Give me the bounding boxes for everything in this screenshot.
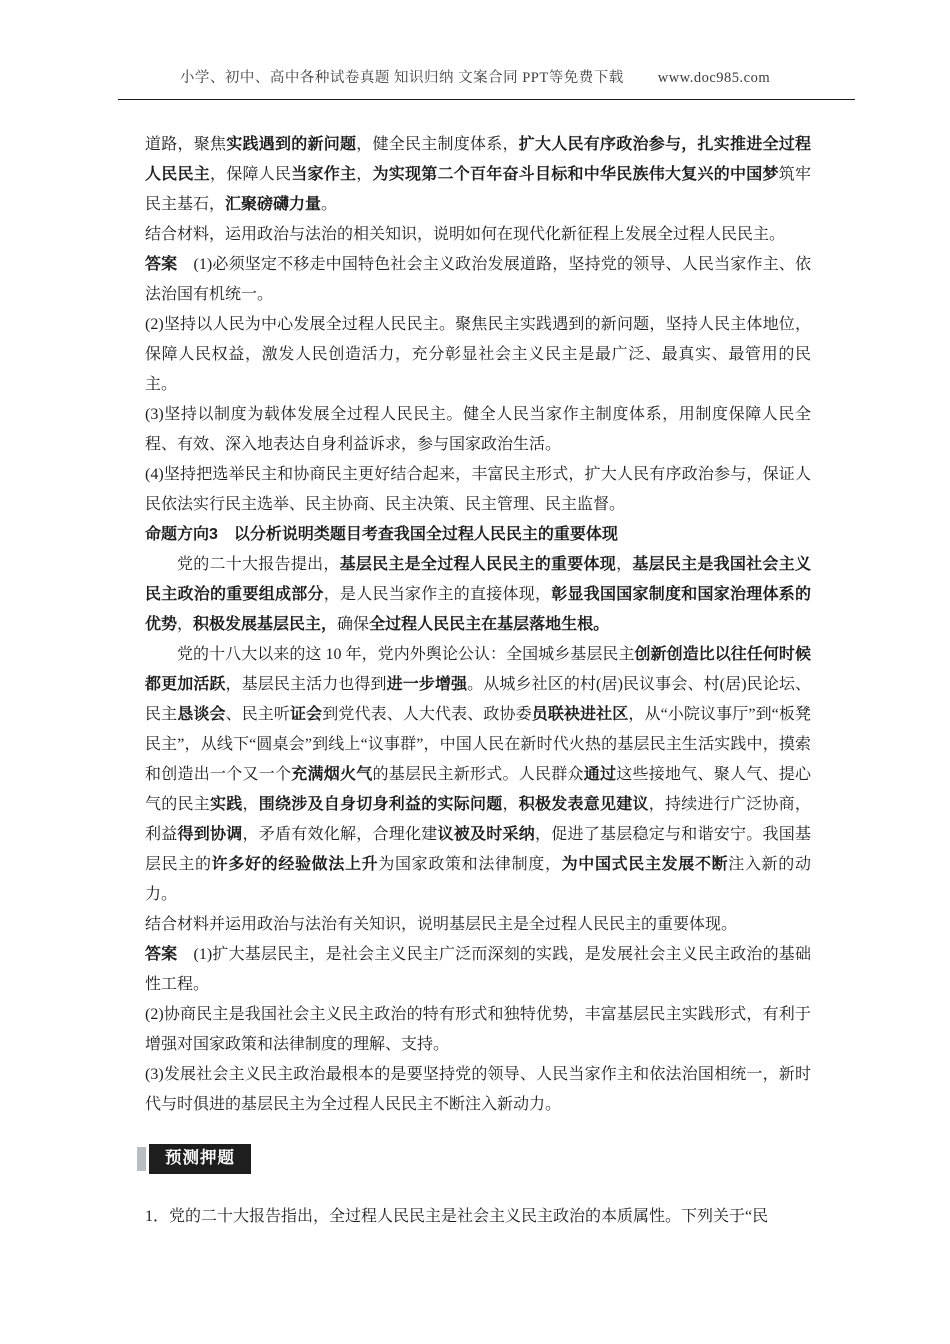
paragraph-question-1: 1．党的二十大报告指出，全过程人民民主是社会主义民主政治的本质属性。下列关于“民 bbox=[145, 1207, 769, 1225]
paragraph-task-1: 结合材料，运用政治与法治的相关知识，说明如何在现代化新征程上发展全过程人民民主。 bbox=[145, 226, 786, 243]
section-banner-title: 预测押题 bbox=[149, 1144, 251, 1174]
paragraph-material-1: 党的二十大报告提出，基层民主是全过程人民民主的重要体现，基层民主是我国社会主义民主政治的重要组成部分，是人民当家作主的直接体现，彰显我国国家制度和国家治理体系的优势，积极发展基层民主，确保全过程人民民主在基层落地生根。 bbox=[145, 556, 811, 633]
page-header bbox=[0, 66, 950, 87]
paragraph-answer1-point4: (4)坚持把选举民主和协商民主更好结合起来，丰富民主形式，扩大人民有序政治参与，保证人民依法实行民主选举、民主协商、民主决策、民主管理、民主监督。 bbox=[145, 466, 811, 513]
paragraph-answer1-point3: (3)坚持以制度为载体发展全过程人民民主。健全人民当家作主制度体系，用制度保障人民全程、有效、深入地表达自身利益诉求，参与国家政治生活。 bbox=[145, 406, 811, 453]
section-banner bbox=[137, 1144, 811, 1174]
header-divider bbox=[118, 99, 855, 100]
paragraph-answer1-point2: (2)坚持以人民为中心发展全过程人民民主。聚焦民主实践遇到的新问题，坚持人民主体地位，保障人民权益，激发人民创造活力，充分彰显社会主义民主是最广泛、最真实、最管用的民主。 bbox=[145, 316, 811, 393]
banner-accent-square-icon bbox=[137, 1147, 146, 1171]
paragraph-material-2: 党的十八大以来的这 10 年，党内外舆论公认：全国城乡基层民主创新创造比以往任何时候都更加活跃，基层民主活力也得到进一步增强。从城乡社区的村(居)民议事会、村(居)民论坛、民主恳谈会、民主听证会到党代表、人大代表、政协委员联袂进社区，从“小院议事厅”到“板凳民主”，从线下“圆桌会”到线上“议事群”，中国人民在新时代火热的基层民主生活实践中，摸索和创造出一个又一个充满烟火气的基层民主新形式。人民群众通过这些接地气、聚人气、提心气的民主实践，围绕涉及自身切身利益的实际问题，积极发表意见建议，持续进行广泛协商，利益得到协调，矛盾有效化解，合理化建议被及时采纳，促进了基层稳定与和谐安宁。我国基层民主的许多好的经验做法上升为国家政策和法律制度，为中国式民主发展不断注入新的动力。 bbox=[145, 646, 811, 903]
paragraph-answer2-point2: (2)协商民主是我国社会主义民主政治的特有形式和独特优势，丰富基层民主实践形式，有利于增强对国家政策和法律制度的理解、支持。 bbox=[145, 1006, 811, 1053]
paragraph-answer1-point1: 答案 (1)必须坚定不移走中国特色社会主义政治发展道路，坚持党的领导、人民当家作主、依法治国有机统一。 bbox=[145, 256, 811, 303]
paragraph-intro: 道路，聚焦实践遇到的新问题，健全民主制度体系，扩大人民有序政治参与，扎实推进全过程人民民主，保障人民当家作主，为实现第二个百年奋斗目标和中华民族伟大复兴的中国梦筑牢民主基石，汇聚磅礴力量。 bbox=[145, 136, 811, 213]
header-tagline: 小学、初中、高中各种试卷真题 知识归纳 文案合同 PPT等免费下载 bbox=[179, 70, 624, 86]
paragraph-answer2-point3: (3)发展社会主义民主政治最根本的是要坚持党的领导、人民当家作主和依法治国相统一，新时代与时俱进的基层民主为全过程人民民主不断注入新动力。 bbox=[145, 1066, 811, 1113]
paragraph-answer2-point1: 答案 (1)扩大基层民主，是社会主义民主广泛而深刻的实践，是发展社会主义民主政治的基础性工程。 bbox=[145, 946, 811, 993]
heading-direction-3: 命题方向3 以分析说明类题目考查我国全过程人民民主的重要体现 bbox=[145, 526, 618, 543]
header-site-url: www.doc985.com bbox=[657, 70, 771, 86]
document-body bbox=[145, 130, 811, 1232]
paragraph-task-2: 结合材料并运用政治与法治有关知识，说明基层民主是全过程人民民主的重要体现。 bbox=[145, 916, 738, 933]
